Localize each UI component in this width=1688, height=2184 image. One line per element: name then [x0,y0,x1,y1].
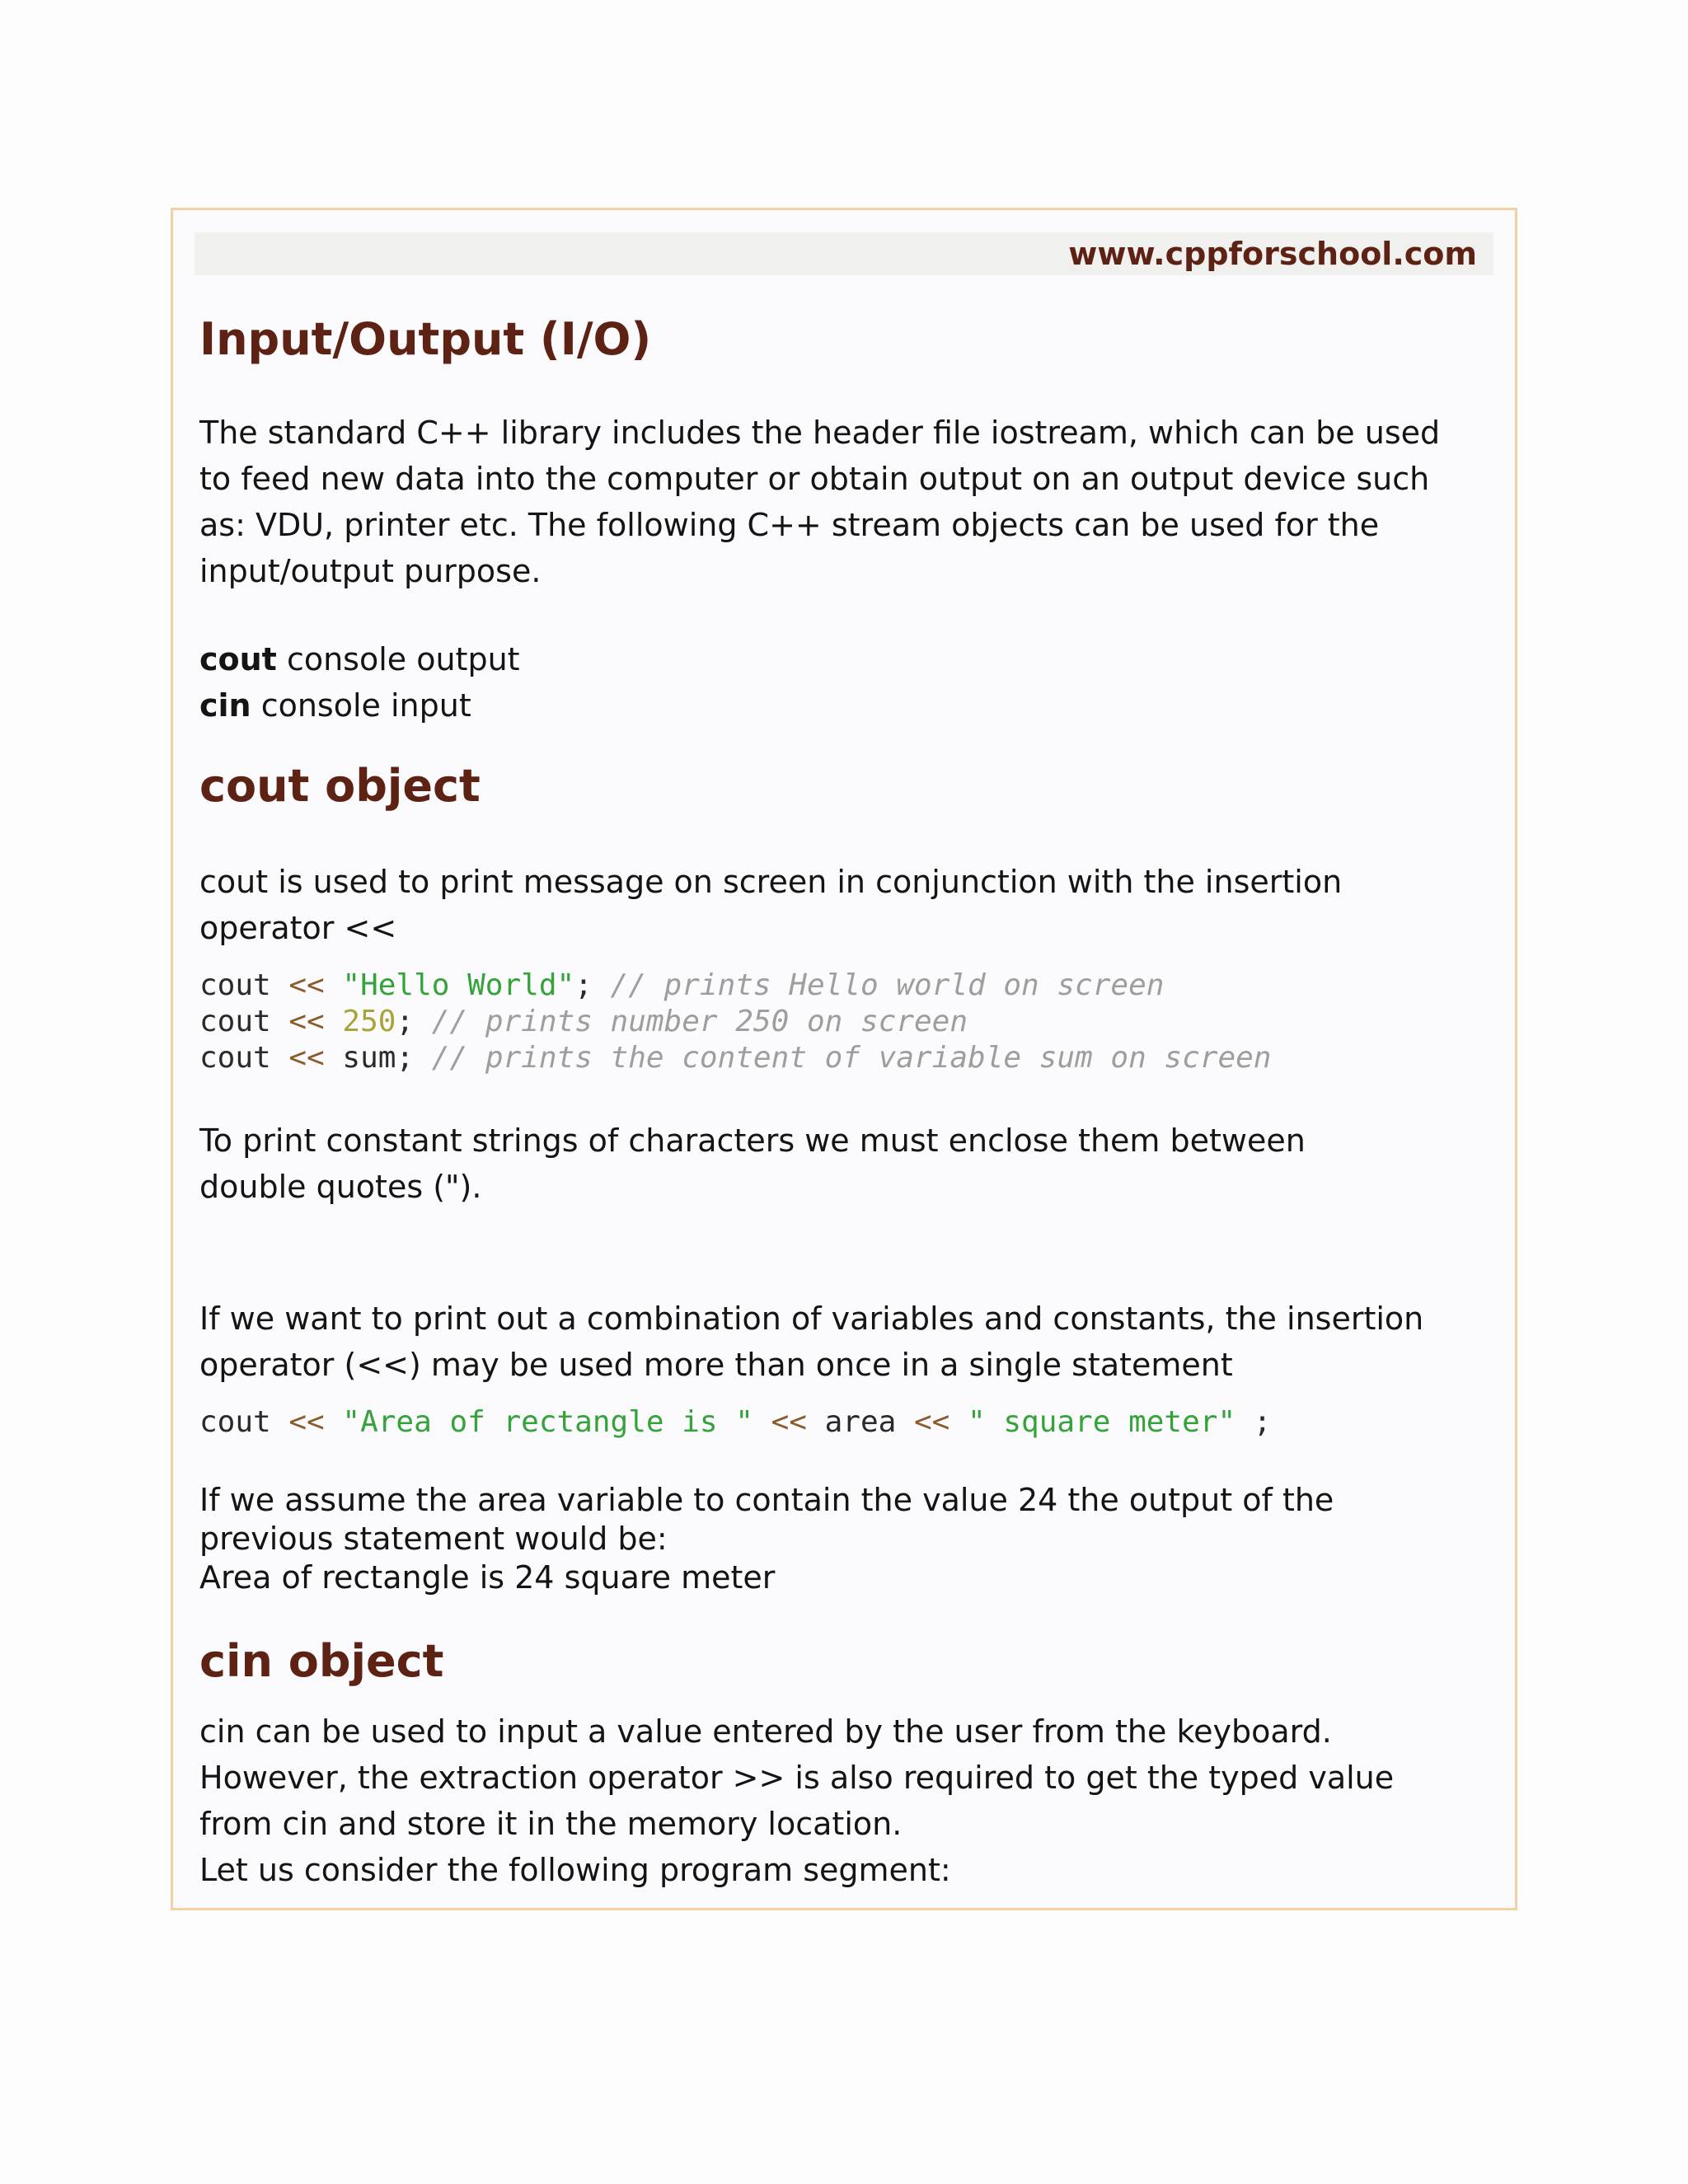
intro-line: to feed new data into the computer or obtain output on an output device such [199,461,1430,497]
code-object: cout [199,1405,271,1439]
cin-description-line: Let us consider the following program segment: [199,1852,951,1888]
output-explanation-line: If we assume the area variable to contain the value 24 the output of the [199,1482,1334,1518]
output-explanation [199,1481,1334,1597]
output-explanation-line: previous statement would be: [199,1521,668,1557]
stream-object-list [199,636,520,729]
stream-object-desc: console input [251,687,471,724]
code-string: " square meter" [968,1405,1236,1439]
code-object: cout [199,1041,271,1075]
code-number: 250 [342,1005,396,1038]
site-url[interactable]: www.cppforschool.com [1068,236,1477,272]
code-terminator: ; [396,1041,415,1075]
cout-section-heading: cout object [199,760,481,812]
cin-description-line: from cin and store it in the memory location. [199,1806,903,1842]
combination-note-line: operator (<<) may be used more than once in a single statement [199,1347,1233,1383]
code-terminator: ; [396,1005,415,1038]
page-title: Input/Output (I/O) [199,313,652,365]
cout-description-line: cout is used to print message on screen in conjunction with the insertion [199,864,1343,900]
code-string: "Area of rectangle is " [342,1405,753,1439]
intro-line: as: VDU, printer etc. The following C++ stream objects can be used for the [199,507,1380,543]
intro-line: The standard C++ library includes the header file iostream, which can be used [199,415,1441,451]
cin-section-heading: cin object [199,1635,444,1687]
combination-note-line: If we want to print out a combination of variables and constants, the insertion [199,1301,1424,1337]
intro-line: input/output purpose. [199,553,542,589]
string-note [199,1118,1306,1210]
combination-note [199,1296,1423,1388]
stream-object-name: cout [199,641,277,677]
cin-description [199,1708,1394,1893]
code-operator: << [753,1405,825,1439]
code-terminator: ; [1236,1405,1272,1439]
code-variable: sum [342,1041,396,1075]
string-note-line: double quotes ("). [199,1169,482,1205]
code-string: "Hello World" [342,968,575,1002]
code-line [199,1404,1271,1441]
stream-object-desc: console output [276,641,520,677]
intro-paragraph [199,410,1440,594]
code-variable: area [824,1405,897,1439]
code-operator: << [896,1405,968,1439]
code-line [199,968,1271,1004]
stream-object-item [199,682,520,729]
cin-description-line: However, the extraction operator >> is also required to get the typed value [199,1760,1395,1796]
code-operator: << [270,968,343,1002]
output-example: Area of rectangle is 24 square meter [199,1559,776,1596]
code-operator: << [270,1405,343,1439]
code-line [199,1004,1271,1040]
code-terminator: ; [574,968,593,1002]
code-comment: // prints the content of variable sum on screen [414,1041,1272,1075]
code-object: cout [199,1005,271,1038]
code-object: cout [199,968,271,1002]
code-operator: << [270,1041,343,1075]
code-comment: // prints Hello world on screen [592,968,1165,1002]
cout-description-line: operator << [199,910,397,946]
string-note-line: To print constant strings of characters we must enclose them between [199,1122,1306,1159]
code-line [199,1040,1271,1076]
cout-code-block [199,968,1271,1076]
cin-description-line: cin can be used to input a value entered by the user from the keyboard. [199,1713,1332,1750]
cout-description [199,859,1342,951]
code-operator: << [270,1005,343,1038]
combination-code-block [199,1404,1271,1441]
site-header-bar [195,232,1493,275]
stream-object-item [199,636,520,682]
stream-object-name: cin [199,687,251,724]
code-comment: // prints number 250 on screen [414,1005,968,1038]
